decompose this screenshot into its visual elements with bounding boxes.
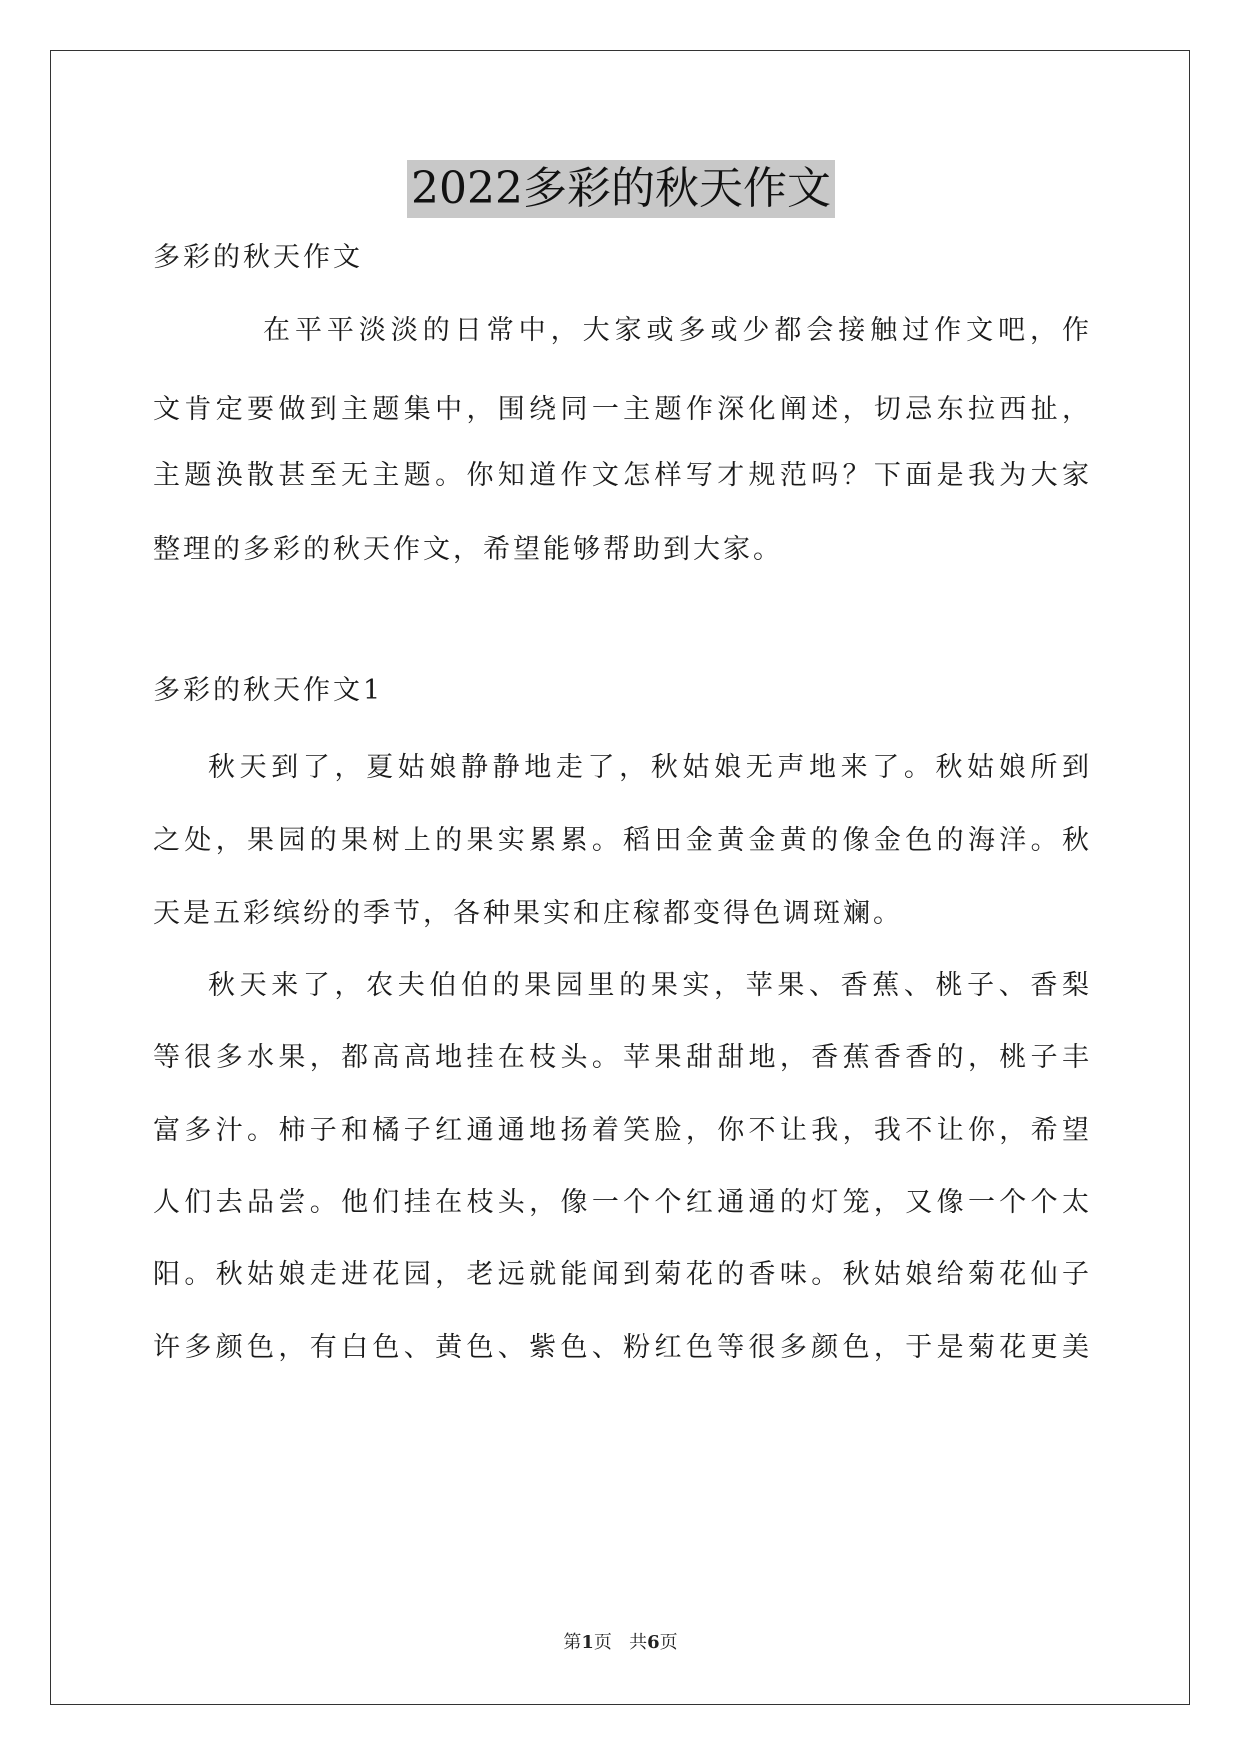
paragraph-line: 整理的多彩的秋天作文，希望能够帮助到大家。 <box>153 534 783 565</box>
total-prefix: 共 <box>629 1632 648 1653</box>
page-footer <box>0 1628 1241 1654</box>
total-unit: 页 <box>659 1632 678 1653</box>
paragraph-line: 等很多水果，都高高地挂在枝头。苹果甜甜地，香蕉香香的，桃子丰 <box>153 1042 1089 1073</box>
page-border <box>50 50 1190 1705</box>
page-current: 1 <box>581 1632 594 1653</box>
page-unit: 页 <box>593 1632 612 1653</box>
paragraph-line: 秋天来了，农夫伯伯的果园里的果实，苹果、香蕉、桃子、香梨 <box>208 970 1089 1001</box>
subtitle-line: 多彩的秋天作文 <box>153 242 363 273</box>
document-title: 2022多彩的秋天作文 <box>407 160 835 218</box>
paragraph-line: 文肯定要做到主题集中，围绕同一主题作深化阐述，切忌东拉西扯， <box>153 394 1089 425</box>
paragraph-line: 富多汁。柿子和橘子红通通地扬着笑脸，你不让我，我不让你，希望 <box>153 1115 1089 1146</box>
page-total: 6 <box>647 1632 660 1653</box>
paragraph-line: 在平平淡淡的日常中，大家或多或少都会接触过作文吧，作 <box>263 315 1089 346</box>
paragraph-line: 天是五彩缤纷的季节，各种果实和庄稼都变得色调斑斓。 <box>153 898 903 929</box>
paragraph-line: 秋天到了，夏姑娘静静地走了，秋姑娘无声地来了。秋姑娘所到 <box>208 752 1089 783</box>
paragraph-line: 之处，果园的果树上的果实累累。稻田金黄金黄的像金色的海洋。秋 <box>153 825 1089 856</box>
paragraph-line: 主题涣散甚至无主题。你知道作文怎样写才规范吗？下面是我为大家 <box>153 460 1089 491</box>
page-prefix: 第 <box>563 1632 582 1653</box>
section-heading: 多彩的秋天作文1 <box>153 675 384 706</box>
title-container <box>153 160 1089 218</box>
paragraph-line: 人们去品尝。他们挂在枝头，像一个个红通通的灯笼，又像一个个太 <box>153 1187 1089 1218</box>
paragraph-line: 阳。秋姑娘走进花园，老远就能闻到菊花的香味。秋姑娘给菊花仙子 <box>153 1259 1089 1290</box>
paragraph-line: 许多颜色，有白色、黄色、紫色、粉红色等很多颜色，于是菊花更美 <box>153 1332 1089 1363</box>
